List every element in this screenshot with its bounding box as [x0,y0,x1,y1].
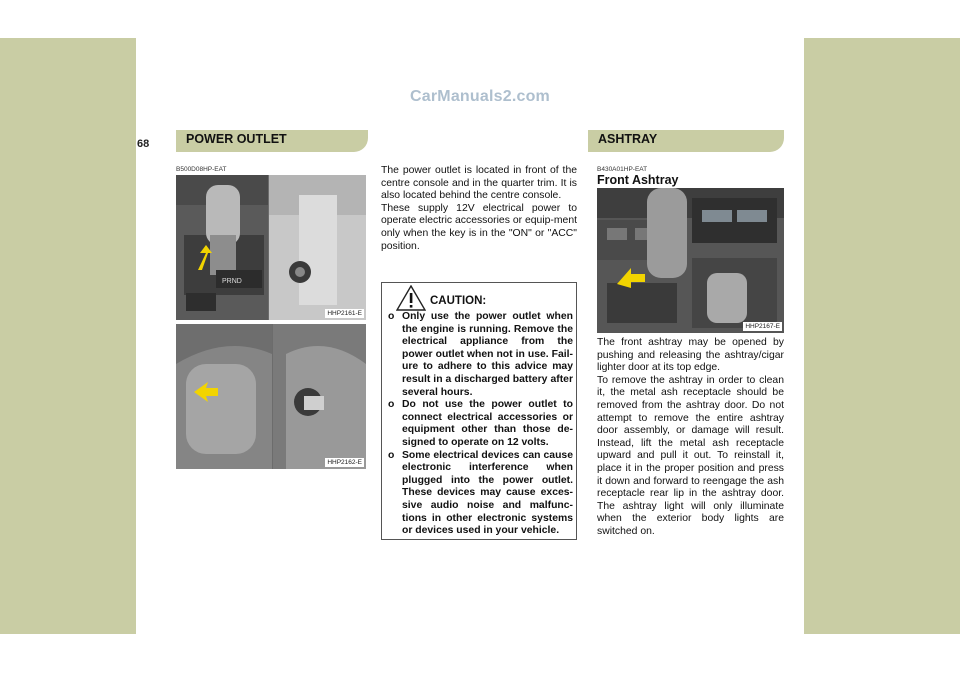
caution-item [388,311,573,399]
warning-triangle-icon [396,285,426,311]
photo-power-outlet-console [176,175,366,320]
bullet: o [388,399,395,411]
photo-front-ashtray [597,188,784,333]
paragraph: To remove the ashtray in order to clean it, the metal ash receptacle should be removed from the ashtray door. Do not attempt to remove the entire ashtray door assembly, or damage will result. Instead, lift the metal ash receptacle upward and pull it out. To reinstall it, place it in the proper position and press it down and forward to reengage the ash receptacle rear lip in the ashtray door. The ashtray light will only illuminate when the exterior body lights are switched on. [597,374,784,537]
caution-item-text: Do not use the power outlet to connect electrical accessories or equipment other than those de-signed to operate on 12 volts. [402,399,573,448]
caution-item [388,450,573,538]
bullet: o [388,311,395,322]
svg-text:PRND: PRND [222,278,242,285]
section-tab-ashtray: ASHTRAY [588,130,784,152]
caution-title: CAUTION: [430,295,487,307]
photo-label-hhp2167: HHP2167-E [745,323,780,330]
caution-item-text: Only use the power outlet when the engine is running. Remove the electrical appliance from the power outlet when not in use. Fail-ure to adhere to this advice may result in a discharged battery after several hours. [402,311,573,398]
bullet: o [388,449,395,461]
section-tab-power-outlet: POWER OUTLET [176,130,368,152]
chapter-title: CONTROLS AND EQUIPMENT [157,115,286,125]
photo-power-outlet-quarter-trim [176,324,366,469]
photo-label-hhp2161: HHP2161-E [327,310,362,317]
watermark-link[interactable]: CarManuals2.com [410,88,550,105]
chapter-number: 1 [145,110,155,129]
paragraph: These supply 12V electrical power to operate electric accessories or equip-ment only when the key is in the "ON" or "ACC" position. [381,202,577,252]
caution-list [388,311,573,538]
front-ashtray-heading: Front Ashtray [597,173,679,187]
power-outlet-description [381,165,577,253]
chapter-header [145,110,286,130]
section-code-ashtray: B430A01HP-EAT [597,166,648,173]
ashtray-description [597,337,784,539]
paragraph: The front ashtray may be opened by pushing and releasing the ashtray/cigar lighter door at its top edge. [597,337,784,374]
section-code-power-outlet: B500D08HP-EAT [176,166,227,173]
paragraph: The power outlet is located in front of the centre console and in the quarter trim. It is also located behind the centre console. [381,165,577,202]
page-number: 68 [137,138,150,150]
caution-box [381,282,577,540]
photo-label-hhp2162: HHP2162-E [327,459,362,466]
caution-item [388,399,573,449]
caution-item-text: Some electrical devices can cause electronic interference when plugged into the power outlet. These devices may cause exces-sive audio noise and malfunc-tions in other electronic systems or devices used in your vehicle. [402,449,573,537]
